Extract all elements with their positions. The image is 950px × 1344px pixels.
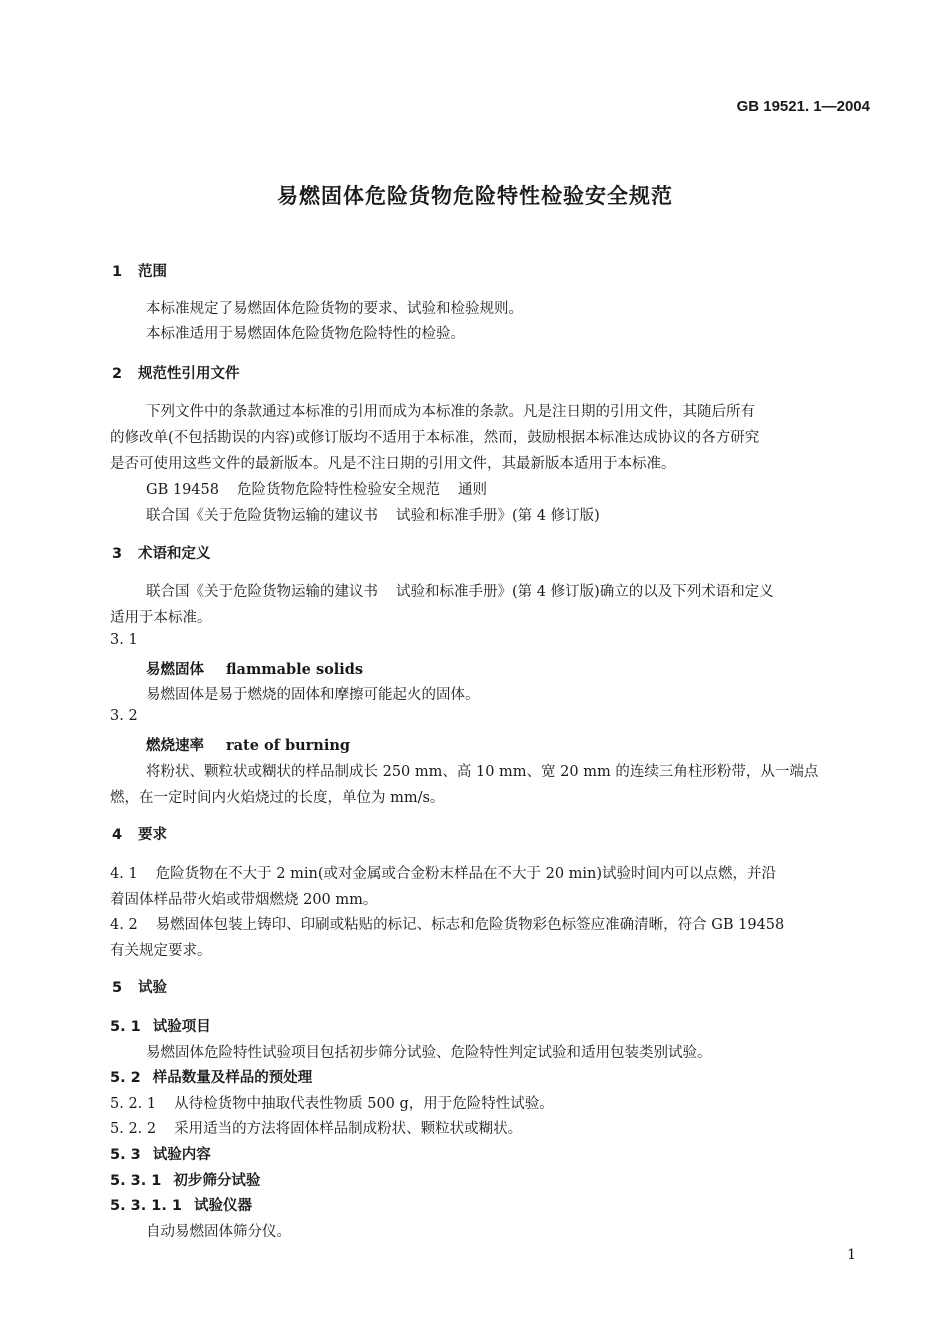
- term-definition-line: 燃，在一定时间内火焰烧过的长度，单位为 mm/s。: [110, 790, 445, 806]
- subsection-number: 5. 3. 1: [110, 1173, 162, 1189]
- subsection-5-2: [110, 1066, 312, 1087]
- term-chinese: 易燃固体: [146, 662, 204, 678]
- subsection-number: 5. 3. 1. 1: [110, 1198, 183, 1214]
- term-rate-of-burning: [146, 734, 350, 755]
- section-number: 4: [112, 827, 123, 843]
- term-number: 3. 2: [110, 708, 138, 724]
- paragraph: 自动易燃固体筛分仪。: [146, 1224, 291, 1240]
- subsection-title: 试验仪器: [194, 1198, 253, 1214]
- standard-code: GB 19521. 1—2004: [736, 98, 870, 115]
- page-number: 1: [847, 1247, 856, 1263]
- text-part: 联合国《关于危险货物运输的建议书: [146, 584, 378, 600]
- section-title: 要求: [138, 827, 167, 843]
- clause-text: 危险货物在不大于 2 min(或对金属或合金粉末样品在不大于 20 min)试验时间内可以点燃，并沿: [155, 866, 777, 882]
- paragraph-line: 有关规定要求。: [110, 943, 212, 959]
- section-title: 范围: [138, 264, 167, 280]
- section-number: 3: [112, 546, 123, 562]
- clause-text: 从待检货物中抽取代表性物质 500 g，用于危险特性试验。: [174, 1096, 554, 1112]
- subsection-number: 5. 1: [110, 1019, 141, 1035]
- reference-title: 危险货物危险特性检验安全规范: [236, 482, 440, 498]
- term-definition: 易燃固体是易于燃烧的固体和摩擦可能起火的固体。: [146, 687, 480, 703]
- term-chinese: 燃烧速率: [146, 738, 204, 754]
- paragraph-line: 的修改单(不包括勘误的内容)或修订版均不适用于本标准，然而，鼓励根据本标准达成协议的各方研究: [110, 430, 760, 446]
- reference-part: 试验和标准手册》(第 4 修订版): [396, 508, 600, 524]
- clause-number: 4. 1: [110, 866, 138, 882]
- section-5-heading: [112, 976, 167, 997]
- paragraph: 本标准规定了易燃固体危险货物的要求、试验和检验规则。: [146, 301, 523, 317]
- section-2-heading: [112, 362, 240, 383]
- section-1-heading: [112, 260, 167, 281]
- subsection-title: 样品数量及样品的预处理: [152, 1070, 313, 1086]
- section-3-heading: [112, 542, 211, 563]
- paragraph-line: 着固体样品带火焰或带烟燃烧 200 mm。: [110, 892, 378, 908]
- subsection-5-1: [110, 1015, 211, 1036]
- subsection-title: 初步筛分试验: [173, 1173, 261, 1189]
- clause-text: 易燃固体包装上铸印、印刷或粘贴的标记、标志和危险货物彩色标签应准确清晰，符合 GB 19458: [155, 917, 785, 933]
- section-4-heading: [112, 823, 167, 844]
- clause-number: 4. 2: [110, 917, 138, 933]
- subsection-title: 试验内容: [152, 1147, 211, 1163]
- reference-un-manual: [146, 504, 600, 525]
- clause-number: 5. 2. 1: [110, 1096, 157, 1112]
- document-title: 易燃固体危险货物危险特性检验安全规范: [277, 184, 673, 208]
- clause-number: 5. 2. 2: [110, 1121, 157, 1137]
- paragraph-line: 是否可使用这些文件的最新版本。凡是不注日期的引用文件，其最新版本适用于本标准。: [110, 456, 676, 472]
- paragraph: 易燃固体危险特性试验项目包括初步筛分试验、危险特性判定试验和适用包装类别试验。: [146, 1045, 712, 1061]
- term-definition-line: 将粉状、颗粒状或糊状的样品制成长 250 mm、高 10 mm、宽 20 mm 的连续三角柱形粉带，从一端点: [146, 764, 819, 780]
- term-english: flammable solids: [226, 661, 364, 678]
- term-english: rate of burning: [226, 737, 351, 754]
- requirement-4-1: [110, 862, 776, 883]
- clause-5-2-2: [110, 1117, 522, 1138]
- subsection-number: 5. 2: [110, 1070, 141, 1086]
- section-number: 1: [112, 264, 123, 280]
- reference-part: 联合国《关于危险货物运输的建议书: [146, 508, 378, 524]
- term-flammable-solids: [146, 658, 363, 679]
- subsection-5-3: [110, 1143, 211, 1164]
- paragraph-line: 下列文件中的条款通过本标准的引用而成为本标准的条款。凡是注日期的引用文件，其随后所有: [146, 404, 755, 420]
- reference-code: GB 19458: [146, 482, 219, 498]
- clause-5-2-1: [110, 1092, 554, 1113]
- subsection-5-3-1: [110, 1169, 260, 1190]
- reference-suffix: 通则: [457, 482, 487, 498]
- clause-text: 采用适当的方法将固体样品制成粉状、颗粒状或糊状。: [174, 1121, 523, 1137]
- section-title: 术语和定义: [138, 546, 211, 562]
- paragraph-line: 适用于本标准。: [110, 610, 212, 626]
- term-number: 3. 1: [110, 632, 138, 648]
- subsection-number: 5. 3: [110, 1147, 141, 1163]
- subsection-5-3-1-1: [110, 1194, 252, 1215]
- paragraph: 本标准适用于易燃固体危险货物危险特性的检验。: [146, 326, 465, 342]
- section-title: 试验: [138, 980, 167, 996]
- paragraph-line: [146, 580, 774, 601]
- section-number: 2: [112, 366, 123, 382]
- subsection-title: 试验项目: [152, 1019, 211, 1035]
- text-part: 试验和标准手册》(第 4 修订版)确立的以及下列术语和定义: [396, 584, 774, 600]
- section-title: 规范性引用文件: [138, 366, 240, 382]
- reference-gb19458: [146, 478, 487, 499]
- section-number: 5: [112, 980, 123, 996]
- requirement-4-2: [110, 913, 784, 934]
